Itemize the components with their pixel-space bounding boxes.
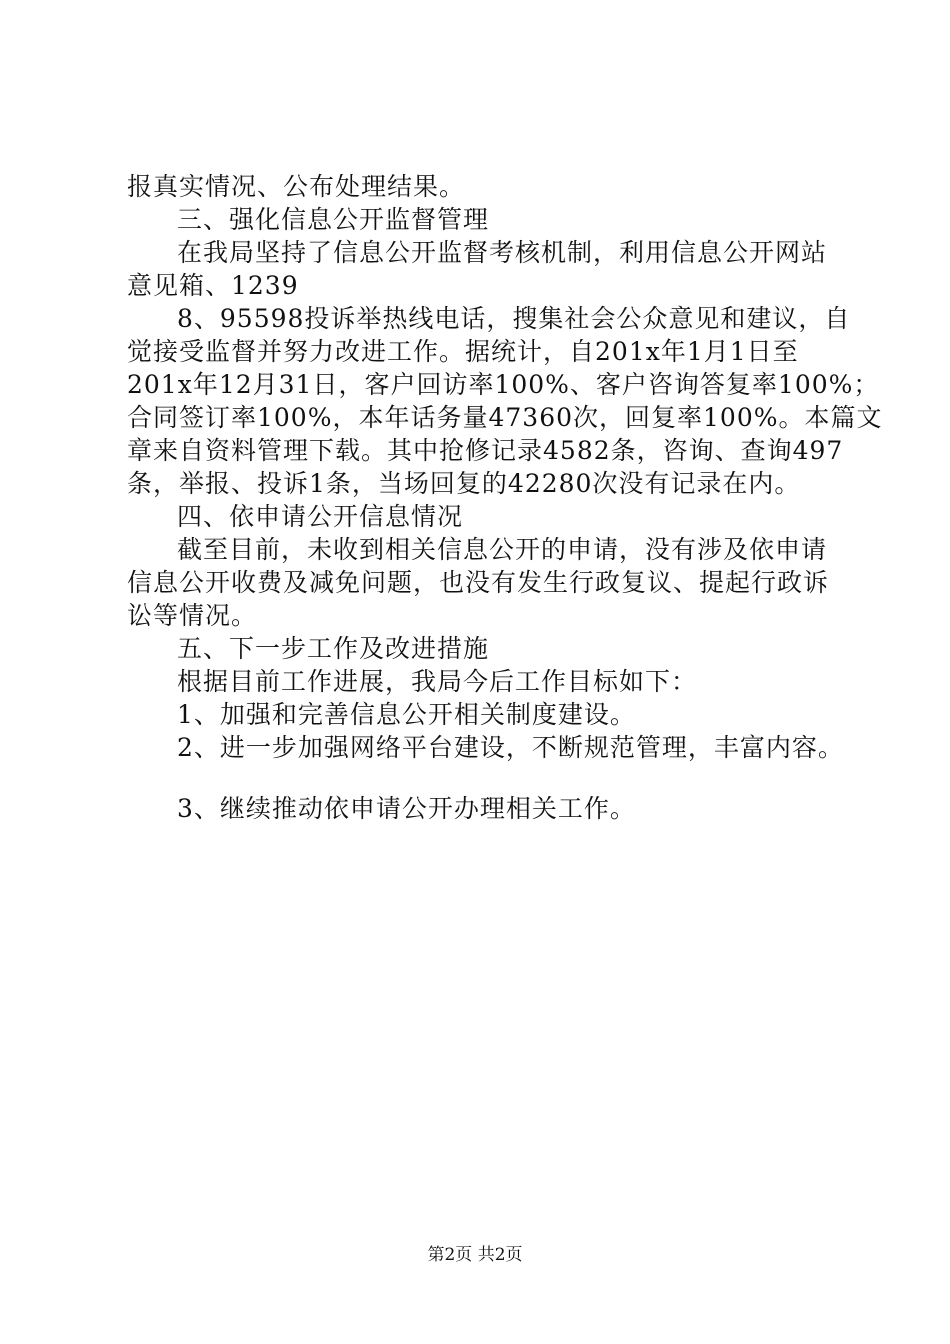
paragraph-line: 报真实情况、公布处理结果。 [127,172,466,201]
section-heading: 四、依申请公开信息情况 [177,502,464,531]
paragraph-line: 信息公开收费及减免问题，也没有发生行政复议、提起行政诉 [127,568,830,597]
paragraph-line: 截至目前，未收到相关信息公开的申请，没有涉及依申请 [177,535,828,564]
page-footer: 第2页 共2页 [427,1245,523,1265]
paragraph-line: 201x年12月31日，客户回访率100%、客户咨询答复率100%； [127,370,880,399]
list-item: 3、继续推动依申请公开办理相关工作。 [177,794,636,823]
paragraph-line: 意见箱、1239 [127,271,299,300]
list-item: 2、进一步加强网络平台建设，不断规范管理，丰富内容。 [177,733,844,762]
paragraph-line: 章来自资料管理下载。其中抢修记录4582条，咨询、查询497 [127,436,844,465]
paragraph-line: 在我局坚持了信息公开监督考核机制，利用信息公开网站 [177,238,828,267]
list-item: 1、加强和完善信息公开相关制度建设。 [177,700,636,729]
paragraph-line: 条，举报、投诉1条，当场回复的42280次没有记录在内。 [127,469,801,498]
paragraph-line: 讼等情况。 [127,601,258,630]
blank-line [127,764,837,792]
document-body [127,170,883,825]
paragraph-line: 8、95598投诉举热线电话，搜集社会公众意见和建议，自 [177,304,851,333]
section-heading: 三、强化信息公开监督管理 [177,205,490,234]
section-heading: 五、下一步工作及改进措施 [177,634,490,663]
paragraph-line: 根据目前工作进展，我局今后工作目标如下： [177,667,698,696]
paragraph-line: 合同签订率100%，本年话务量47360次，回复率100%。本篇文 [127,403,883,432]
paragraph-line: 觉接受监督并努力改进工作。据统计，自201x年1月1日至 [127,337,799,366]
